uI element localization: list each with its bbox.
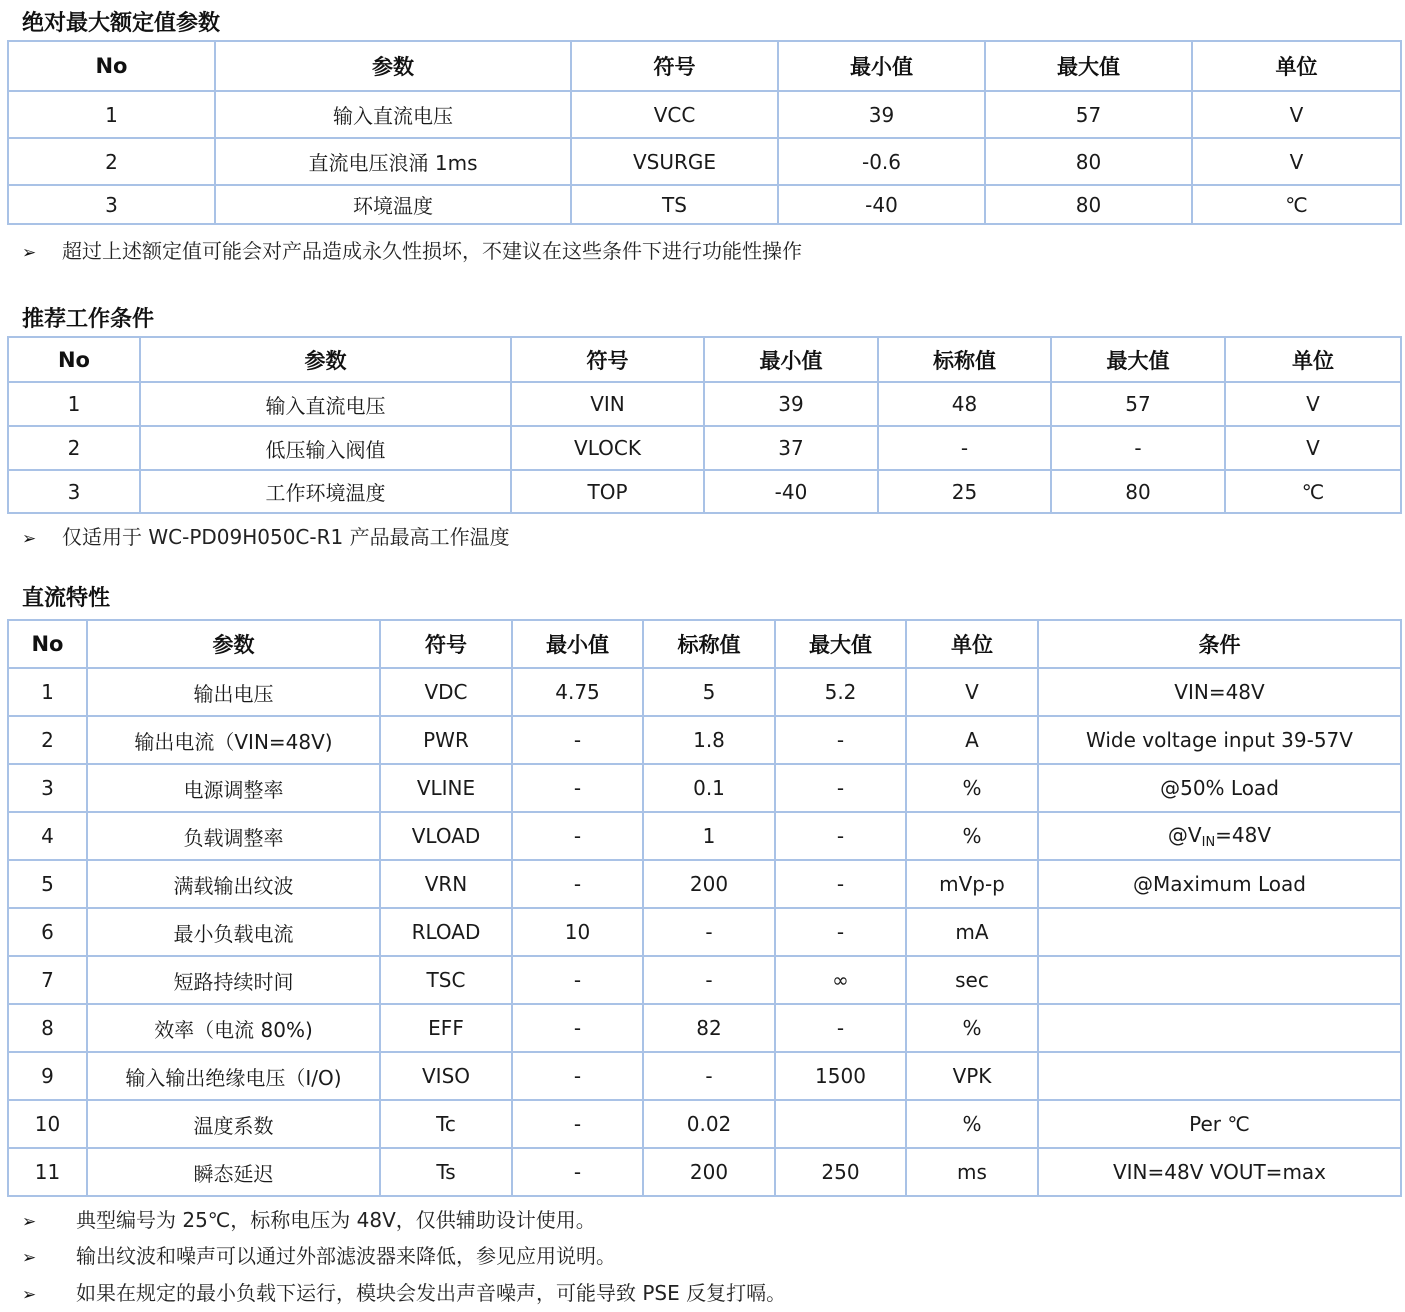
table-cell: A [906, 716, 1038, 764]
table-cell: TOP [511, 470, 704, 513]
table-cell: 3 [8, 764, 87, 812]
table-cell: EFF [380, 1004, 512, 1052]
table-cell: V [1225, 382, 1401, 426]
table-cell: VCC [571, 91, 778, 138]
section-title-recommended: 推荐工作条件 [22, 307, 155, 332]
column-header: No [8, 620, 87, 668]
table-cell: 11 [8, 1148, 87, 1196]
table-cell: 0.02 [643, 1100, 775, 1148]
table-cell: 输入直流电压 [215, 91, 571, 138]
table-cell: ℃ [1192, 185, 1401, 224]
note-recommended [22, 521, 510, 550]
header-row [8, 620, 1401, 668]
table-cell: - [512, 860, 643, 908]
table-cell: 5 [643, 668, 775, 716]
column-header: 最小值 [704, 337, 878, 382]
table-cell: @50% Load [1038, 764, 1401, 812]
table-cell: VPK [906, 1052, 1038, 1100]
table-cell: 1500 [775, 1052, 906, 1100]
table-cell: V [1225, 426, 1401, 470]
table-cell: 低压输入阀值 [140, 426, 511, 470]
table-cell: 57 [1051, 382, 1225, 426]
column-header: No [8, 41, 215, 91]
table-cell: Per ℃ [1038, 1100, 1401, 1148]
table-cell: 4.75 [512, 668, 643, 716]
table-cell: - [643, 908, 775, 956]
table-cell: 负载调整率 [87, 812, 380, 860]
table-cell: 满载输出纹波 [87, 860, 380, 908]
table-cell: - [512, 956, 643, 1004]
column-header: 最小值 [512, 620, 643, 668]
column-header: 最大值 [1051, 337, 1225, 382]
table-cell: - [512, 764, 643, 812]
table-cell: -40 [778, 185, 985, 224]
table-cell: 200 [643, 1148, 775, 1196]
column-header: 符号 [571, 41, 778, 91]
table-cell: 2 [8, 716, 87, 764]
table-cell: RLOAD [380, 908, 512, 956]
table-cell: 温度系数 [87, 1100, 380, 1148]
table-cell: 57 [985, 91, 1192, 138]
table-cell: 输出电流（VIN=48V) [87, 716, 380, 764]
column-header: 参数 [87, 620, 380, 668]
table-cell [1038, 1004, 1401, 1052]
table-row [8, 716, 1401, 764]
note-item [22, 1240, 616, 1269]
column-header: 参数 [215, 41, 571, 91]
table-cell: V [906, 668, 1038, 716]
table-cell: 2 [8, 426, 140, 470]
table-cell: 8 [8, 1004, 87, 1052]
table-cell: 瞬态延迟 [87, 1148, 380, 1196]
table-cell: - [775, 860, 906, 908]
table-cell: 200 [643, 860, 775, 908]
table-cell: ℃ [1225, 470, 1401, 513]
table-cell: 7 [8, 956, 87, 1004]
table-cell: 最小负载电流 [87, 908, 380, 956]
table-cell: VSURGE [571, 138, 778, 185]
table-cell: - [512, 1004, 643, 1052]
table-cell: 25 [878, 470, 1051, 513]
table-cell: ms [906, 1148, 1038, 1196]
table-cell: V [1192, 91, 1401, 138]
table-row [8, 470, 1401, 513]
table-cell: - [643, 956, 775, 1004]
table-cell: -40 [704, 470, 878, 513]
dc-characteristics-table [7, 619, 1402, 1197]
table-row [8, 908, 1401, 956]
table-cell: % [906, 812, 1038, 860]
table-cell: % [906, 1004, 1038, 1052]
table-cell: 1 [8, 382, 140, 426]
table-cell: 39 [778, 91, 985, 138]
table-row [8, 185, 1401, 224]
arrow-bullet-icon: ➢ [22, 1285, 37, 1305]
table-cell: $@V_{IN}=48V$ [1038, 812, 1401, 860]
table-cell: TS [571, 185, 778, 224]
table-cell: VIN=48V VOUT=max [1038, 1148, 1401, 1196]
note-item [22, 1204, 596, 1233]
table-cell: % [906, 1100, 1038, 1148]
table-row [8, 764, 1401, 812]
table-cell: 80 [1051, 470, 1225, 513]
table-cell: 6 [8, 908, 87, 956]
column-header: 最小值 [778, 41, 985, 91]
table-cell: - [775, 716, 906, 764]
arrow-bullet-icon: ➢ [22, 243, 37, 263]
note-text: 仅适用于 WC-PD09H050C-R1 产品最高工作温度 [62, 525, 510, 549]
table-cell: 3 [8, 185, 215, 224]
table-row [8, 1004, 1401, 1052]
table-cell: 4 [8, 812, 87, 860]
table-row [8, 382, 1401, 426]
table-cell: mVp-p [906, 860, 1038, 908]
table-cell: VLOAD [380, 812, 512, 860]
arrow-bullet-icon: ➢ [22, 529, 37, 549]
table-cell: - [775, 1004, 906, 1052]
table-cell: ∞ [775, 956, 906, 1004]
table-cell: Tc [380, 1100, 512, 1148]
note-absolute-max [22, 235, 802, 264]
table-cell [1038, 956, 1401, 1004]
table-cell: 37 [704, 426, 878, 470]
table-cell: 1 [643, 812, 775, 860]
note-item [22, 1277, 786, 1306]
table-cell: 工作环境温度 [140, 470, 511, 513]
table-cell: 2 [8, 138, 215, 185]
table-cell: 输入直流电压 [140, 382, 511, 426]
column-header: 标称值 [643, 620, 775, 668]
table-cell: 0.1 [643, 764, 775, 812]
table-cell [1038, 908, 1401, 956]
table-cell: @Maximum Load [1038, 860, 1401, 908]
table-cell: 1.8 [643, 716, 775, 764]
table-cell: 1 [8, 668, 87, 716]
table-cell [1038, 1052, 1401, 1100]
table-cell: 5 [8, 860, 87, 908]
table-cell: TSC [380, 956, 512, 1004]
table-cell: VIN=48V [1038, 668, 1401, 716]
table-cell: 效率（电流 80%) [87, 1004, 380, 1052]
table-row [8, 138, 1401, 185]
table-cell: VRN [380, 860, 512, 908]
table-cell: 10 [8, 1100, 87, 1148]
table-cell: - [775, 812, 906, 860]
recommended-conditions-table [7, 336, 1402, 514]
table-cell: 9 [8, 1052, 87, 1100]
table-row [8, 860, 1401, 908]
table-cell: VLOCK [511, 426, 704, 470]
table-cell: Ts [380, 1148, 512, 1196]
column-header: 标称值 [878, 337, 1051, 382]
table-row [8, 91, 1401, 138]
column-header: 最大值 [985, 41, 1192, 91]
table-cell: - [512, 716, 643, 764]
table-cell: 80 [985, 138, 1192, 185]
table-row [8, 956, 1401, 1004]
table-cell: 39 [704, 382, 878, 426]
header-row [8, 41, 1401, 91]
table-cell: - [775, 908, 906, 956]
table-cell: VISO [380, 1052, 512, 1100]
note-text: 如果在规定的最小负载下运行，模块会发出声音噪声，可能导致 PSE 反复打嗝。 [76, 1281, 787, 1305]
table-cell: 直流电压浪涌 1ms [215, 138, 571, 185]
table-cell: 短路持续时间 [87, 956, 380, 1004]
table-cell: VIN [511, 382, 704, 426]
table-cell: - [775, 764, 906, 812]
table-cell: 48 [878, 382, 1051, 426]
table-cell: 250 [775, 1148, 906, 1196]
table-cell: sec [906, 956, 1038, 1004]
column-header: 最大值 [775, 620, 906, 668]
table-cell: - [1051, 426, 1225, 470]
table-cell: mA [906, 908, 1038, 956]
column-header: 符号 [380, 620, 512, 668]
note-text: 输出纹波和噪声可以通过外部滤波器来降低，参见应用说明。 [76, 1244, 616, 1268]
table-cell: VLINE [380, 764, 512, 812]
table-cell: - [512, 1052, 643, 1100]
arrow-bullet-icon: ➢ [22, 1212, 37, 1232]
table-cell: - [878, 426, 1051, 470]
column-header: 单位 [1192, 41, 1401, 91]
table-row [8, 1148, 1401, 1196]
note-text: 超过上述额定值可能会对产品造成永久性损坏，不建议在这些条件下进行功能性操作 [62, 239, 802, 263]
table-cell: 82 [643, 1004, 775, 1052]
note-text: 典型编号为 25℃，标称电压为 48V，仅供辅助设计使用。 [76, 1208, 596, 1232]
section-title-absolute-max: 绝对最大额定值参数 [22, 11, 221, 36]
table-cell: 80 [985, 185, 1192, 224]
table-row [8, 426, 1401, 470]
table-cell: VDC [380, 668, 512, 716]
table-cell: 10 [512, 908, 643, 956]
arrow-bullet-icon: ➢ [22, 1248, 37, 1268]
table-cell: - [512, 812, 643, 860]
table-cell: Wide voltage input 39-57V [1038, 716, 1401, 764]
column-header: 符号 [511, 337, 704, 382]
table-cell: 1 [8, 91, 215, 138]
table-cell: -0.6 [778, 138, 985, 185]
table-cell: % [906, 764, 1038, 812]
table-cell: 5.2 [775, 668, 906, 716]
table-row [8, 812, 1401, 860]
table-cell: 环境温度 [215, 185, 571, 224]
table-cell: 电源调整率 [87, 764, 380, 812]
table-row [8, 668, 1401, 716]
table-cell: - [512, 1148, 643, 1196]
header-row [8, 337, 1401, 382]
table-row [8, 1052, 1401, 1100]
table-cell: - [643, 1052, 775, 1100]
table-row [8, 1100, 1401, 1148]
column-header: No [8, 337, 140, 382]
column-header: 单位 [906, 620, 1038, 668]
column-header: 参数 [140, 337, 511, 382]
table-cell [775, 1100, 906, 1148]
table-cell: 3 [8, 470, 140, 513]
table-cell: V [1192, 138, 1401, 185]
column-header: 条件 [1038, 620, 1401, 668]
column-header: 单位 [1225, 337, 1401, 382]
table-cell: - [512, 1100, 643, 1148]
absolute-max-table [7, 40, 1402, 225]
section-title-dc-characteristics: 直流特性 [22, 586, 111, 611]
table-cell: 输入输出绝缘电压（I/O) [87, 1052, 380, 1100]
table-cell: 输出电压 [87, 668, 380, 716]
table-cell: PWR [380, 716, 512, 764]
